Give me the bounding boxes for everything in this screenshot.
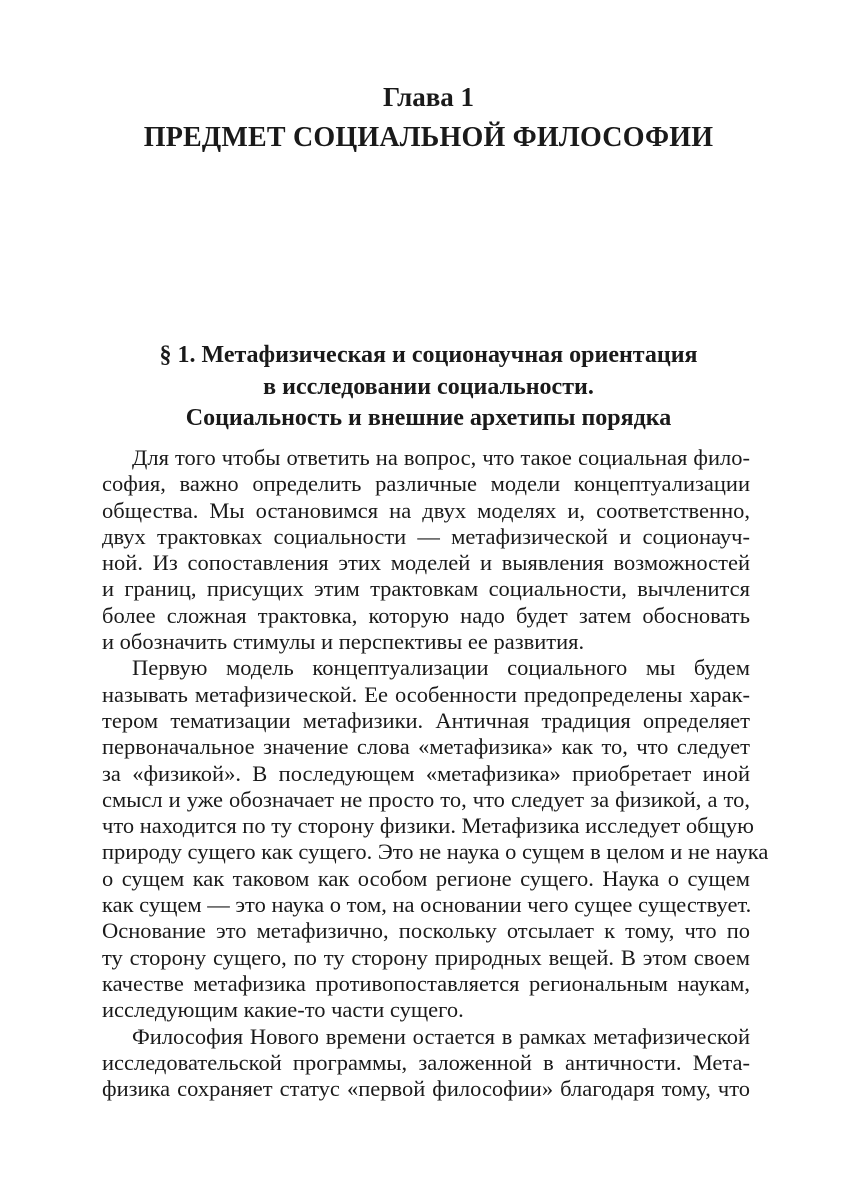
paragraph-2-line: Первую модель концептуализации социального мы будем	[132, 655, 750, 681]
paragraph-2-line: как сущем — это наука о том, на основании чего сущее существует.	[102, 892, 752, 918]
paragraph-3-line: исследовательской программы, заложенной в античности. Мета-	[102, 1049, 750, 1075]
paragraph-2-line: о сущем как таковом как особом регионе сущего. Наука о сущем	[102, 865, 750, 891]
section-heading-line: Социальность и внешние архетипы порядка	[185, 405, 672, 431]
paragraph-1-line: общества. Мы остановимся на двух моделях и, соответственно,	[102, 497, 750, 523]
section-heading-line: § 1. Метафизическая и соционаучная ориентация	[159, 342, 698, 368]
paragraph-2-line: Основание это метафизично, поскольку отсылает к тому, что по	[102, 918, 750, 944]
section-heading-line: в исследовании социальности.	[263, 373, 594, 400]
paragraph-2-line: качестве метафизика противопоставляется региональным наукам,	[102, 970, 750, 996]
paragraph-1-line: и границ, присущих этим трактовкам социальности, вычленится	[102, 576, 750, 602]
paragraph-1-line: двух трактовках социальности — метафизической и соционауч-	[102, 523, 750, 549]
paragraph-1-line: ной. Из сопоставления этих моделей и выявления возможностей	[102, 550, 750, 576]
paragraph-3-line: Философия Нового времени остается в рамках метафизической	[132, 1023, 750, 1049]
paragraph-2-line: за «физикой». В последующем «метафизика» приобретает иной	[102, 760, 750, 786]
paragraph-2-line: первоначальное значение слова «метафизика» как то, что следует	[102, 734, 750, 760]
paragraph-2-line: исследующим какие-то части сущего.	[102, 997, 464, 1023]
chapter-title: ПРЕДМЕТ СОЦИАЛЬНОЙ ФИЛОСОФИИ	[143, 122, 714, 153]
paragraph-1-line: софия, важно определить различные модели концептуализации	[102, 471, 750, 497]
paragraph-3-line: физика сохраняет статус «первой философии» благодаря тому, что	[102, 1076, 750, 1102]
paragraph-2-line: что находится по ту сторону физики. Метафизика исследует общую	[102, 813, 754, 839]
paragraph-2-line: ту сторону сущего, по ту сторону природных вещей. В этом своем	[102, 944, 750, 970]
paragraph-1-line: более сложная трактовка, которую надо будет затем обосновать	[102, 602, 750, 628]
paragraph-2-line: природу сущего как сущего. Это не наука о сущем в целом и не наука	[102, 839, 769, 865]
paragraph-1-line: Для того чтобы ответить на вопрос, что такое социальная фило-	[132, 445, 750, 470]
paragraph-2-line: называть метафизической. Ее особенности предопределены харак-	[102, 681, 750, 707]
body-text	[102, 445, 769, 1102]
section-heading	[100, 340, 757, 435]
paragraph-2-line: тером тематизации метафизики. Античная традиция определяет	[102, 707, 750, 733]
paragraph-2-line: смысл и уже обозначает не просто то, что следует за физикой, а то,	[102, 786, 750, 812]
chapter-label: Глава 1	[382, 82, 475, 112]
paragraph-1-line: и обозначить стимулы и перспективы ее развития.	[102, 629, 585, 655]
